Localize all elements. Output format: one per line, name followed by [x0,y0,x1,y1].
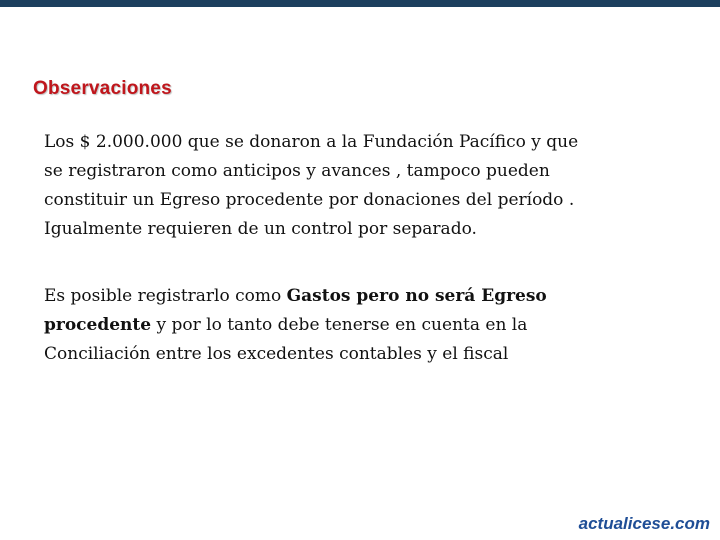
paragraph-donation-note [44,128,704,244]
paragraph2-text: y por lo tanto debe tenerse en cuenta en la [151,315,528,335]
paragraph2-line-3: Conciliación entre los excedentes contables y el fiscal [44,344,509,364]
paragraph-expense-note [44,282,704,369]
paragraph1-line: Los $ 2.000.000 que se donaron a la Fundación Pacífico y que [44,132,579,152]
paragraph2-emphasis: procedente [44,315,152,335]
brand-logo-text: actualicese.com [578,514,710,533]
slide-title: Observaciones [33,78,172,99]
paragraph2-line-2 [44,311,704,340]
paragraph1-line: constituir un Egreso procedente por donaciones del período . [44,190,575,210]
paragraph1-line: Igualmente requieren de un control por separado. [44,219,477,239]
paragraph2-text: Es posible registrarlo como [44,286,287,306]
top-accent-bar [0,0,720,7]
paragraph2-emphasis: Gastos pero no será Egreso [286,286,547,306]
paragraph1-line: se registraron como anticipos y avances , tampoco pueden [44,161,550,181]
paragraph2-line-1 [44,282,704,311]
